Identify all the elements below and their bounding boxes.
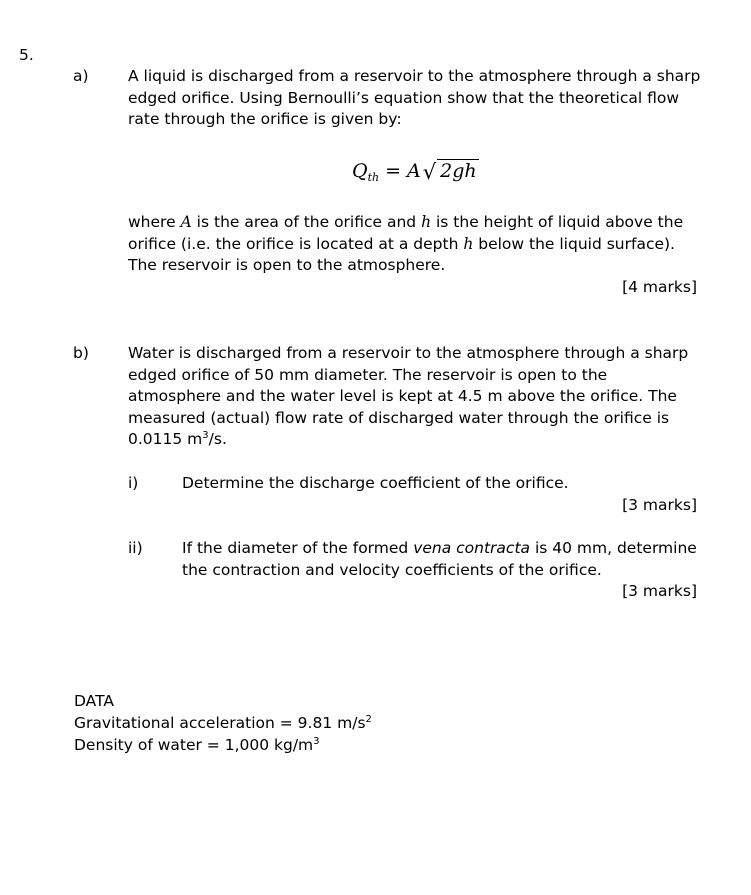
data-heading: DATA (74, 692, 114, 710)
part-a-definitions (128, 212, 703, 277)
part-a-intro: A liquid is discharged from a reservoir to the atmosphere through a sharp edged orifice. Using Bernoulli’s equation show that the theoretical flow rate through the orifice is given by: (128, 67, 701, 128)
part-b-intro (128, 343, 703, 451)
part-b-i-text: Determine the discharge coefficient of the orifice. (182, 474, 569, 492)
gravity-superscript: 2 (365, 714, 372, 725)
part-a-marks: [4 marks] (622, 278, 697, 296)
where-text-4: below the liquid surface). The reservoir is open to the atmosphere. (128, 234, 675, 274)
flow-rate-formula (352, 156, 479, 193)
density-text: Density of water = 1,000 kg/m (74, 736, 314, 754)
density-superscript: 3 (313, 736, 320, 747)
data-section (74, 690, 372, 756)
where-text-1: where (128, 213, 181, 231)
vena-contracta-term: vena contracta (413, 539, 531, 557)
formula-radicand: 2gh (437, 159, 479, 182)
variable-h: h (463, 234, 474, 253)
formula-lhs: Q (352, 160, 368, 182)
question-number: 5. (19, 46, 34, 64)
gravity-text: Gravitational acceleration = 9.81 m/s (74, 714, 366, 732)
formula-lhs-subscript: th (367, 171, 380, 184)
part-b-ii-text-pre: If the diameter of the formed (182, 539, 414, 557)
cube-superscript: 3 (202, 430, 209, 441)
where-text-3: is the height of liquid above the orifice (i.e. the orifice is located at a depth (128, 213, 684, 253)
part-b-ii-text (182, 538, 702, 581)
formula-coefficient: A (407, 160, 421, 182)
variable-h: h (421, 213, 432, 231)
part-b-label: b) (73, 344, 89, 362)
part-b-ii-text-post: is 40 mm, determine the contraction and velocity coefficients of the orifice. (182, 539, 697, 579)
part-b-intro-end: /s. (208, 430, 227, 448)
variable-a: A (180, 213, 192, 231)
part-b-i-label: i) (128, 474, 139, 492)
part-a-label: a) (73, 67, 89, 85)
part-b-ii-marks: [3 marks] (622, 582, 697, 600)
part-b-ii-label: ii) (128, 539, 143, 557)
part-b-intro-text: Water is discharged from a reservoir to the atmosphere through a sharp edged orifice of 50 mm diameter. The reservoir is open to the atmosphere and the water level is kept at 4.5 m above the orifice. The measured (actual) flow rate of discharged water through the orifice is 0.0115 m (128, 344, 689, 448)
density-line (74, 734, 372, 756)
formula-equals: = (385, 160, 402, 182)
where-text-2: is the area of the orifice and (191, 213, 422, 231)
part-b-i-marks: [3 marks] (622, 496, 697, 514)
square-root-sign: √ (422, 160, 437, 184)
gravity-line (74, 712, 372, 734)
